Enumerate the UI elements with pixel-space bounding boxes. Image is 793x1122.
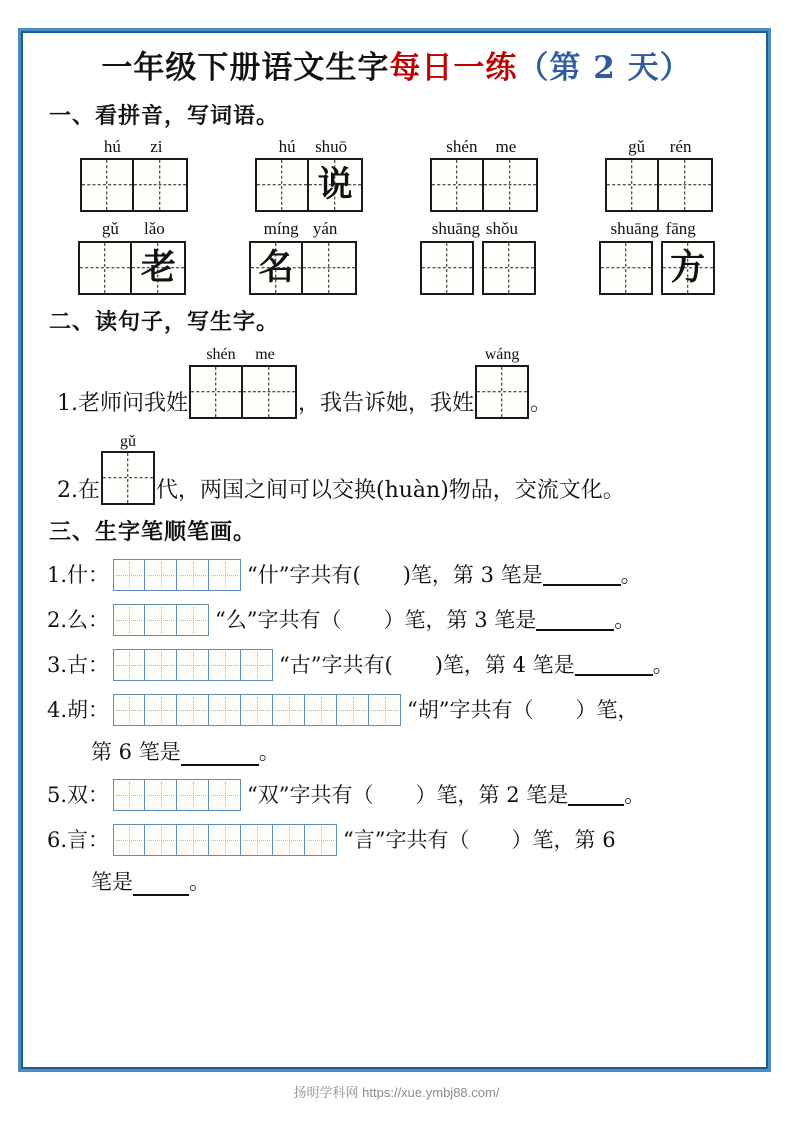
stroke-practice-cell[interactable] <box>145 649 177 681</box>
tianzige-group <box>255 158 363 212</box>
stroke-practice-cell[interactable] <box>145 604 177 636</box>
stroke-answer-blank[interactable] <box>133 874 189 896</box>
stroke-question-mid: ）笔，第 3 笔是 <box>383 608 537 633</box>
pinyin-label <box>88 220 176 239</box>
stroke-item-label: 6.言： <box>47 828 110 853</box>
word-unit <box>430 138 538 213</box>
stroke-item-label: 4.胡： <box>47 698 110 723</box>
stroke-practice-cell[interactable] <box>209 824 241 856</box>
stroke-order-item <box>47 779 746 811</box>
stroke-practice-cell[interactable] <box>145 779 177 811</box>
pinyin-label <box>106 433 150 451</box>
stroke-count-blank[interactable] <box>470 828 512 852</box>
pinyin-label <box>480 346 524 364</box>
pinyin-syllable: shuāng <box>610 219 659 239</box>
stroke-practice-cell[interactable] <box>145 559 177 591</box>
title-part-red: 每日一练 <box>389 50 518 86</box>
tianzige-character: 说 <box>317 164 353 206</box>
stroke-item-label: 2.么： <box>47 608 110 633</box>
stroke-count-blank[interactable] <box>342 608 384 632</box>
stroke-practice-grid <box>113 824 337 856</box>
worksheet-content <box>21 31 768 1069</box>
stroke-practice-cell[interactable] <box>177 604 209 636</box>
sentence-1 <box>57 346 746 419</box>
stroke-question-end: 。 <box>624 783 646 808</box>
tianzige-cell[interactable] <box>599 241 653 295</box>
stroke-practice-cell[interactable] <box>337 694 369 726</box>
stroke-practice-grid <box>113 694 401 726</box>
stroke-continuation-text: 第 6 笔是 <box>91 740 181 765</box>
tianzige-group <box>249 241 357 295</box>
stroke-item-continuation <box>91 866 746 896</box>
stroke-continuation-end: 。 <box>189 870 210 895</box>
tianzige-group <box>101 451 155 505</box>
word-unit <box>599 220 715 295</box>
pinyin-syllable: me <box>255 346 275 364</box>
stroke-question-mid: )笔，第 3 笔是 <box>402 563 543 588</box>
sentence-2-blank-1 <box>101 433 155 506</box>
stroke-practice-cell[interactable] <box>369 694 401 726</box>
tianzige-character: 老 <box>140 246 176 288</box>
stroke-question-mid: )笔，第 4 笔是 <box>434 653 575 678</box>
pinyin-label <box>259 220 347 239</box>
tianzige-cell[interactable] <box>659 158 713 212</box>
tianzige-cell[interactable] <box>243 365 297 419</box>
pinyin-syllable: hú <box>103 136 121 156</box>
section-3-heading: 三、生字笔顺笔画。 <box>49 519 257 546</box>
pinyin-syllable: míng <box>263 219 299 239</box>
sentence-1-blank-2 <box>475 346 529 419</box>
tianzige-cell[interactable] <box>605 158 659 212</box>
pinyin-label <box>440 138 528 157</box>
pinyin-syllable: gǔ <box>120 432 136 450</box>
pinyin-syllable: gǔ <box>628 136 646 156</box>
stroke-practice-cell[interactable] <box>273 694 305 726</box>
stroke-answer-blank[interactable] <box>543 564 621 586</box>
worksheet-page-frame <box>18 28 771 1072</box>
stroke-practice-cell[interactable] <box>209 779 241 811</box>
word-unit <box>255 138 363 213</box>
pinyin-label <box>265 138 353 157</box>
stroke-question-mid: ）笔，第 2 笔是 <box>415 783 569 808</box>
sentence-2-segment-2: 代，两国之间可以交换(huàn)物品，交流文化。 <box>156 478 625 504</box>
stroke-practice-cell[interactable] <box>113 694 145 726</box>
stroke-practice-cell[interactable] <box>145 824 177 856</box>
stroke-practice-cell[interactable] <box>113 779 145 811</box>
stroke-question-mid: ）笔，第 6 <box>511 828 616 853</box>
pinyin-syllable: fāng <box>665 219 696 239</box>
tianzige-cell[interactable] <box>661 241 715 295</box>
tianzige-cell[interactable] <box>482 241 536 295</box>
stroke-question-end: 。 <box>620 563 642 588</box>
stroke-count-blank[interactable] <box>374 783 416 807</box>
sentence-2-row <box>57 433 746 506</box>
title-part-blue: （第 2 天） <box>517 50 692 86</box>
tianzige-group <box>189 365 297 419</box>
tianzige-group <box>475 365 529 419</box>
tianzige-cell[interactable] <box>475 365 529 419</box>
stroke-answer-blank[interactable] <box>536 609 614 631</box>
stroke-practice-cell[interactable] <box>113 559 145 591</box>
pinyin-syllable: yán <box>312 219 338 239</box>
stroke-practice-cell[interactable] <box>113 649 145 681</box>
tianzige-cell[interactable] <box>303 241 357 295</box>
stroke-practice-cell[interactable] <box>177 779 209 811</box>
word-unit <box>249 220 357 295</box>
sentence-1-segment-3: 。 <box>530 391 553 417</box>
stroke-question-before: “胡”字共有（ <box>407 698 534 723</box>
stroke-practice-cell[interactable] <box>177 694 209 726</box>
stroke-question-end: 。 <box>614 608 636 633</box>
pinyin-syllable: gǔ <box>101 219 119 239</box>
tianzige-group <box>80 158 188 212</box>
stroke-question-before: “古”字共有( <box>279 653 393 678</box>
stroke-practice-grid <box>113 779 241 811</box>
pinyin-syllable: shén <box>446 136 478 156</box>
stroke-practice-cell[interactable] <box>177 559 209 591</box>
pinyin-label <box>615 138 703 157</box>
stroke-order-item <box>47 649 746 681</box>
stroke-item-label: 1.什： <box>47 563 110 588</box>
section-1-heading: 一、看拼音，写词语。 <box>49 102 280 129</box>
tianzige-cell[interactable] <box>189 365 243 419</box>
stroke-practice-cell[interactable] <box>177 649 209 681</box>
stroke-practice-cell[interactable] <box>177 824 209 856</box>
sentence-1-segment-1: 1.老师问我姓 <box>57 391 188 417</box>
sentence-1-segment-2: ，我告诉她，我姓 <box>298 391 475 417</box>
pinyin-syllable: wáng <box>484 346 520 364</box>
stroke-answer-blank[interactable] <box>568 784 624 806</box>
stroke-practice-cell[interactable] <box>145 694 177 726</box>
stroke-order-item <box>47 604 746 636</box>
stroke-answer-blank[interactable] <box>181 744 259 766</box>
tianzige-cell[interactable] <box>484 158 538 212</box>
pinyin-writing-rows <box>47 138 746 295</box>
stroke-practice-grid <box>113 649 273 681</box>
pinyin-syllable: shǒu <box>485 219 519 239</box>
pinyin-row <box>47 220 746 295</box>
tianzige-cell[interactable] <box>249 241 303 295</box>
stroke-question-mid: ）笔， <box>575 698 639 723</box>
pinyin-syllable: shuāng <box>431 219 480 239</box>
tianzige-group <box>599 241 715 295</box>
stroke-practice-grid <box>113 559 241 591</box>
tianzige-cell[interactable] <box>309 158 363 212</box>
word-unit <box>78 220 186 295</box>
stroke-practice-cell[interactable] <box>209 649 241 681</box>
stroke-question-before: “双”字共有（ <box>247 783 374 808</box>
pinyin-syllable: zi <box>150 136 163 156</box>
stroke-order-rows <box>47 559 746 896</box>
stroke-question-end: 。 <box>652 653 674 678</box>
tianzige-cell[interactable] <box>430 158 484 212</box>
stroke-practice-cell[interactable] <box>273 824 305 856</box>
pinyin-syllable: hú <box>278 136 296 156</box>
stroke-practice-cell[interactable] <box>209 694 241 726</box>
sentence-1-blank-1 <box>189 346 297 419</box>
sentence-2 <box>57 433 746 506</box>
pinyin-syllable: rén <box>669 136 692 156</box>
section-2-heading: 二、读句子，写生字。 <box>49 309 280 336</box>
tianzige-group <box>605 158 713 212</box>
stroke-practice-cell[interactable] <box>241 649 273 681</box>
pinyin-row <box>47 138 746 213</box>
word-unit <box>80 138 188 213</box>
stroke-practice-cell[interactable] <box>241 824 273 856</box>
stroke-order-item <box>47 694 746 726</box>
pinyin-label <box>432 220 524 239</box>
page-title <box>47 49 746 89</box>
stroke-question-before: “么”字共有（ <box>215 608 342 633</box>
stroke-practice-cell[interactable] <box>113 604 145 636</box>
word-unit <box>605 138 713 213</box>
tianzige-group <box>430 158 538 212</box>
title-part-black: 一年级下册语文生字 <box>101 50 390 86</box>
tianzige-group <box>420 241 536 295</box>
stroke-answer-blank[interactable] <box>575 654 653 676</box>
pinyin-label <box>611 220 703 239</box>
tianzige-character: 名 <box>258 246 294 288</box>
stroke-item-continuation <box>91 736 746 766</box>
stroke-practice-cell[interactable] <box>209 559 241 591</box>
pinyin-syllable: me <box>495 136 517 156</box>
stroke-practice-cell[interactable] <box>241 694 273 726</box>
stroke-continuation-end: 。 <box>258 740 280 765</box>
tianzige-group <box>78 241 186 295</box>
stroke-question-before: “言”字共有（ <box>343 828 470 853</box>
stroke-practice-cell[interactable] <box>113 824 145 856</box>
pinyin-label <box>199 346 287 364</box>
stroke-item-label: 3.古： <box>47 653 110 678</box>
stroke-order-item <box>47 824 746 856</box>
pinyin-syllable: lǎo <box>143 219 165 239</box>
tianzige-cell[interactable] <box>101 451 155 505</box>
stroke-count-blank[interactable] <box>534 698 576 722</box>
stroke-count-blank[interactable] <box>361 563 403 587</box>
tianzige-cell[interactable] <box>132 241 186 295</box>
pinyin-label <box>90 138 178 157</box>
stroke-item-label: 5.双： <box>47 783 110 808</box>
word-unit <box>420 220 536 295</box>
sentence-2-segment-1: 2.在 <box>57 478 100 504</box>
pinyin-syllable: shuō <box>315 136 348 156</box>
stroke-continuation-text: 笔是 <box>91 870 133 895</box>
stroke-count-blank[interactable] <box>393 653 435 677</box>
tianzige-cell[interactable] <box>78 241 132 295</box>
tianzige-cell[interactable] <box>255 158 309 212</box>
tianzige-cell[interactable] <box>134 158 188 212</box>
tianzige-cell[interactable] <box>80 158 134 212</box>
stroke-practice-cell[interactable] <box>305 694 337 726</box>
stroke-practice-grid <box>113 604 209 636</box>
stroke-order-item <box>47 559 746 591</box>
stroke-practice-cell[interactable] <box>305 824 337 856</box>
sentence-1-row <box>57 346 746 419</box>
stroke-question-before: “什”字共有( <box>247 563 361 588</box>
tianzige-cell[interactable] <box>420 241 474 295</box>
tianzige-character: 方 <box>670 246 706 288</box>
footer-watermark: 扬明学科网 https://xue.ymbj88.com/ <box>293 1085 500 1100</box>
pinyin-syllable: shén <box>206 346 236 364</box>
